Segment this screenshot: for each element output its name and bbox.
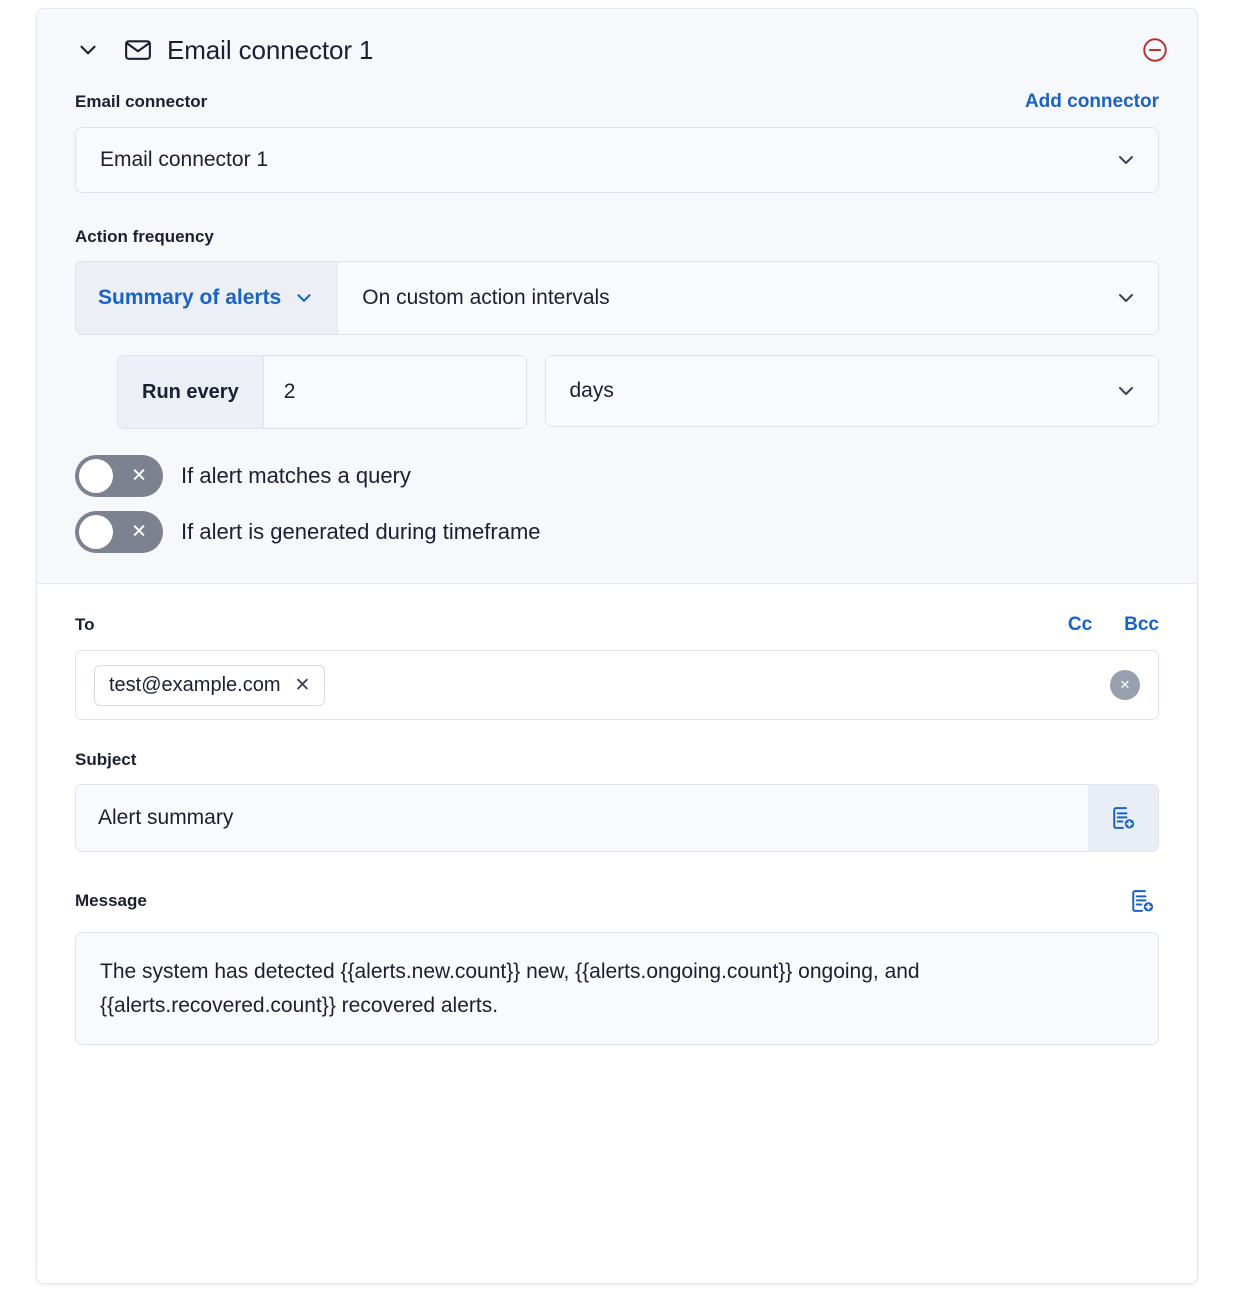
action-interval-select[interactable]	[338, 262, 1158, 334]
message-textarea[interactable]: The system has detected {{alerts.new.count}} new, {{alerts.ongoing.count}} ongoing, and {{alerts.recovered.count}} recovered alerts.	[75, 932, 1159, 1045]
toggle-row-timeframe	[37, 511, 1197, 553]
subject-label: Subject	[75, 750, 137, 769]
connector-field	[37, 91, 1197, 193]
action-config-section	[37, 9, 1197, 584]
frequency-row	[75, 261, 1159, 335]
run-every-unit-value: days	[569, 379, 614, 402]
run-every-row	[75, 355, 1159, 429]
minus-circle-icon[interactable]	[1139, 34, 1171, 66]
toggle-knob	[79, 515, 113, 549]
to-label: To	[75, 615, 95, 634]
toggle-label-timeframe: If alert is generated during timeframe	[181, 519, 541, 544]
chevron-down-icon	[1114, 286, 1138, 310]
close-icon: ✕	[131, 521, 147, 543]
cc-link[interactable]: Cc	[1067, 614, 1093, 635]
connector-select-value: Email connector 1	[100, 148, 269, 171]
connector-label: Email connector	[75, 92, 208, 111]
toggle-label-query: If alert matches a query	[181, 463, 411, 488]
frequency-field	[37, 227, 1197, 429]
chevron-down-icon[interactable]	[71, 33, 105, 67]
toggle-row-query	[37, 455, 1197, 497]
action-interval-value: On custom action intervals	[362, 286, 610, 309]
subject-input-wrap	[75, 784, 1159, 852]
run-every-label: Run every	[118, 356, 264, 428]
email-action-panel	[36, 8, 1198, 1284]
run-every-group	[117, 355, 527, 429]
cc-bcc-links	[1068, 614, 1159, 636]
run-every-unit-select[interactable]	[545, 355, 1160, 427]
toggle-if-alert-matches-query[interactable]	[75, 455, 163, 497]
close-icon: ✕	[131, 465, 147, 487]
message-label-row	[75, 884, 1159, 918]
connector-label-row	[75, 91, 1159, 113]
mail-icon	[123, 35, 153, 65]
clear-recipients-button[interactable]: ×	[1110, 670, 1140, 700]
summary-of-alerts-dropdown[interactable]	[76, 262, 338, 334]
recipient-pill[interactable]	[94, 665, 325, 706]
message-label: Message	[75, 891, 147, 910]
to-label-row	[75, 614, 1159, 636]
to-recipients-input[interactable]	[75, 650, 1159, 720]
panel-bottom-edge	[37, 1279, 1197, 1283]
add-variable-icon[interactable]	[1088, 785, 1158, 851]
toggle-if-alert-generated-during-timeframe[interactable]	[75, 511, 163, 553]
frequency-label: Action frequency	[75, 227, 214, 246]
page-title: Email connector 1	[167, 34, 374, 65]
email-params-section	[37, 584, 1197, 1045]
run-every-input[interactable]: 2	[264, 356, 526, 428]
subject-field	[75, 750, 1159, 852]
chevron-down-icon	[1114, 148, 1138, 172]
frequency-label-row	[75, 227, 1159, 247]
toggle-knob	[79, 459, 113, 493]
add-connector-link[interactable]: Add connector	[1024, 91, 1159, 112]
bcc-link[interactable]: Bcc	[1124, 614, 1159, 635]
subject-input[interactable]: Alert summary	[98, 806, 234, 829]
chevron-down-icon	[293, 287, 315, 309]
add-variable-icon[interactable]	[1125, 884, 1159, 918]
connector-select[interactable]	[75, 127, 1159, 193]
close-icon[interactable]: ✕	[294, 674, 311, 696]
recipient-email: test@example.com	[109, 673, 281, 696]
accordion-header	[37, 9, 1197, 91]
subject-label-row	[75, 750, 1159, 770]
summary-of-alerts-label: Summary of alerts	[98, 286, 282, 309]
chevron-down-icon	[1114, 379, 1138, 403]
